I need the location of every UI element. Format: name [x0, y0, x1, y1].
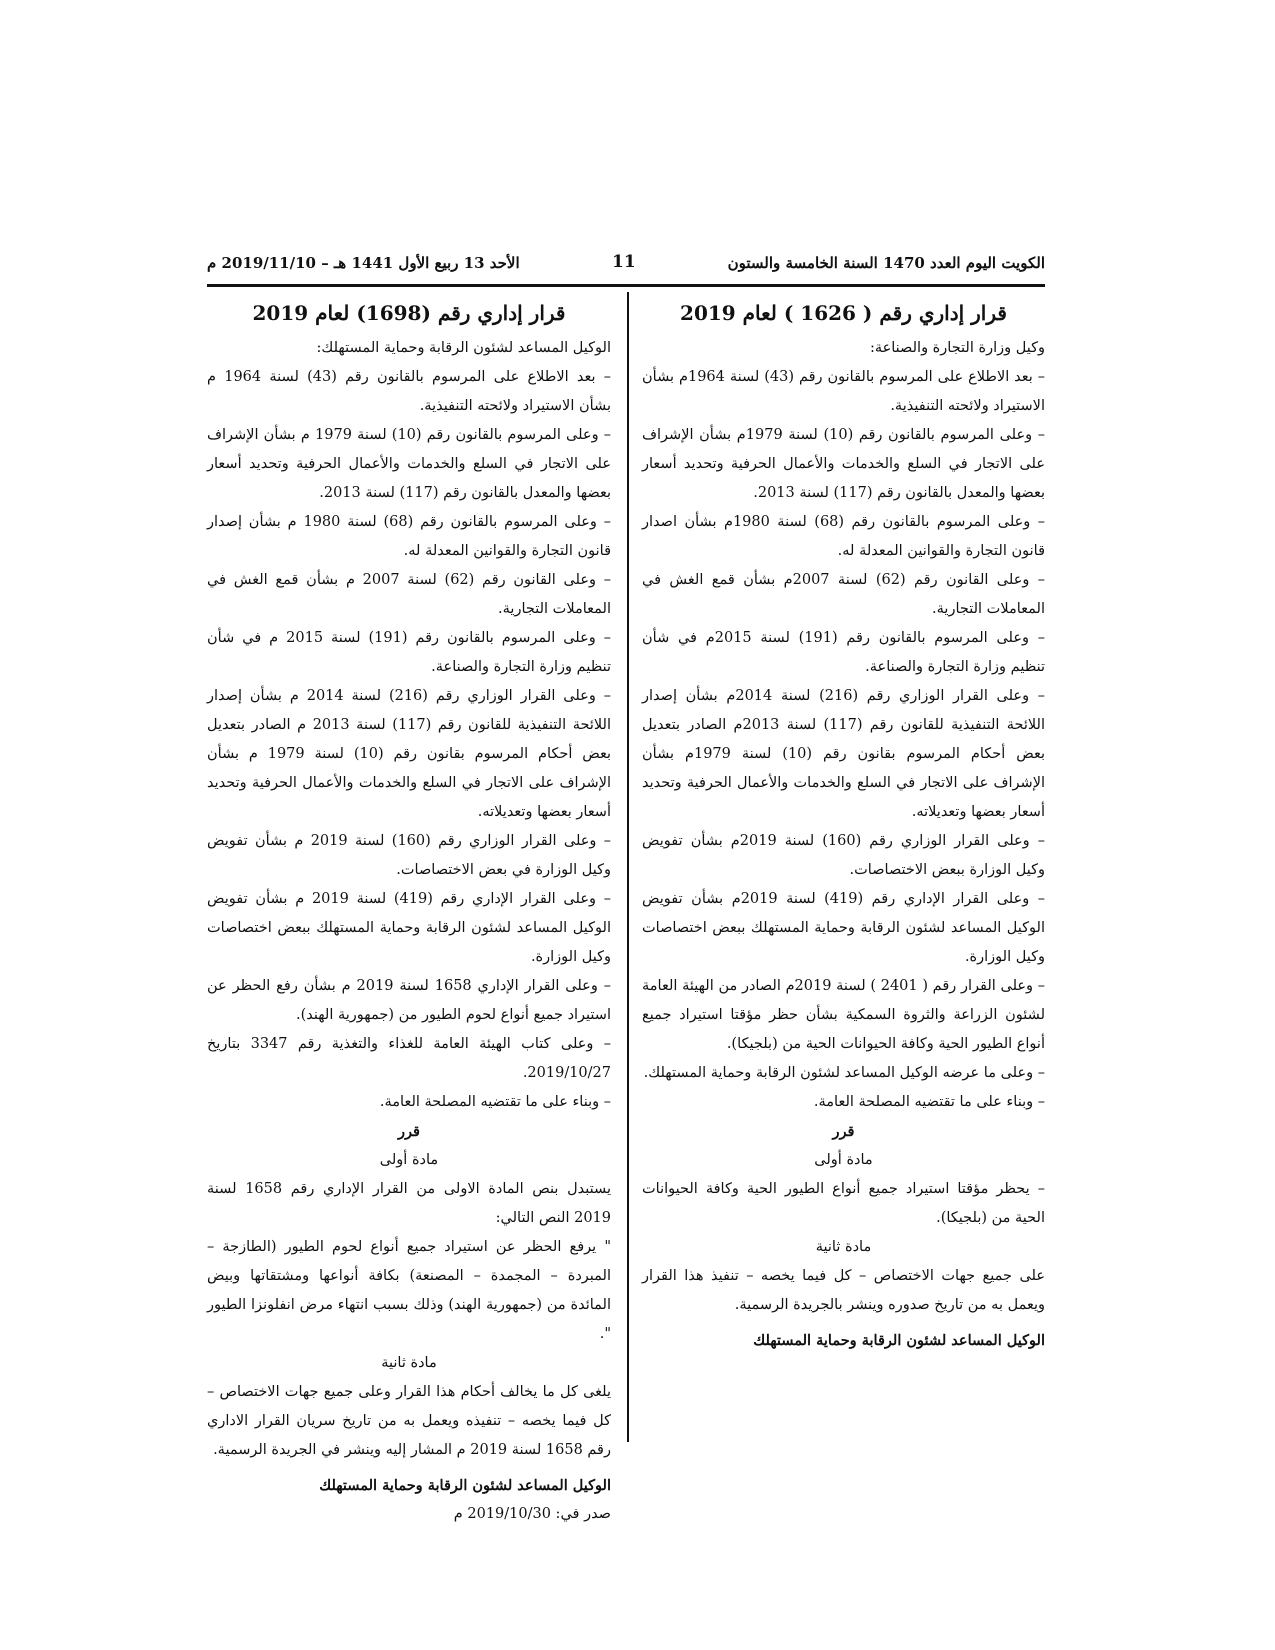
header-rule [207, 284, 1045, 287]
clause: – وعلى كتاب الهيئة العامة للغذاء والتغذية رقم 3347 بتاريخ 2019/10/27. [207, 1036, 612, 1081]
clause: – وعلى القانون رقم (62) لسنة 2007 م بشأن قمع الغش في المعاملات التجارية. [207, 572, 611, 617]
column-divider [627, 292, 629, 1442]
article-1-text: يستبدل بنص المادة الاولى من القرار الإداري رقم 1658 لسنة 2019 النص التالي: [207, 1181, 611, 1226]
article-2-text: يلغى كل ما يخالف أحكام هذا القرار وعلى جميع جهات الاختصاص – كل فيما يخصه – تنفيذه ويعمل به من تاريخ سريان القرار الاداري رقم 1658 لسنة 2019 م المشار إليه وينشر في الجريدة الرسمية. [207, 1384, 611, 1458]
clause: – وبناء على ما تقتضيه المصلحة العامة. [379, 1094, 611, 1110]
clause: – وعلى المرسوم بالقانون رقم (191) لسنة 2015 م في شأن تنظيم وزارة التجارة والصناعة. [207, 630, 611, 675]
clause: – وعلى القرار الإداري رقم (419) لسنة 2019م بشأن تفويض الوكيل المساعد لشئون الرقابة وحماية المستهلك ببعض اختصاصات وكيل الوزارة. [642, 891, 1045, 965]
decided-heading: قرر [832, 1123, 855, 1140]
clause: – وعلى القرار رقم ( 2401 ) لسنة 2019م الصادر من الهيئة العامة لشئون الزراعة والثروة السمكية بشأن حظر مؤقتا استيراد جميع أنواع الطيور الحية وكافة الحيوانات الحية من (بلجيكا). [642, 978, 1045, 1052]
clause: – وعلى القرار الوزاري رقم (160) لسنة 2019م بشأن تفويض وكيل الوزارة ببعض الاختصاصات. [642, 833, 1045, 878]
clause: – وعلى القرار الوزاري رقم (216) لسنة 2014م بشأن إصدار اللائحة التنفيذية للقانون رقم (117) لسنة 2013م الصادر بتعديل بعض أحكام المرسوم بقانون رقم (10) لسنة 1979م بشأن الإشراف على الاتجار في السلع والخدمات والأعمال الحرفية وتحديد أسعار بعضها وتعديلاته. [642, 688, 1045, 820]
clause: – وعلى المرسوم بالقانون رقم (68) لسنة 1980م بشأن اصدار قانون التجارة والقوانين المعدلة له. [642, 514, 1045, 559]
clause: – وعلى المرسوم بالقانون رقم (10) لسنة 1979م بشأن الإشراف على الاتجار في السلع والخدمات والأعمال الحرفية وتحديد أسعار بعضها والمعدل بالقانون رقم (117) لسنة 2013. [642, 427, 1045, 501]
article-2-title: مادة ثانية [381, 1355, 437, 1371]
clause: – بعد الاطلاع على المرسوم بالقانون رقم (43) لسنة 1964 م بشأن الاستيراد ولائحته التنفيذية. [207, 369, 612, 414]
decision-1626 [642, 292, 1045, 1355]
clause: – وعلى المرسوم بالقانون رقم (10) لسنة 1979 م بشأن الإشراف على الاتجار في السلع والخدمات والأعمال الحرفية وتحديد أسعار بعضها والمعدل بالقانون رقم (117) لسنة 2013. [207, 427, 611, 501]
issue-date: صدر في: 2019/10/30 م [453, 1506, 611, 1522]
clause: – وعلى القرار الإداري رقم (419) لسنة 2019 م بشأن تفويض الوكيل المساعد لشئون الرقابة وحماية المستهلك ببعض اختصاصات وكيل الوزارة. [207, 891, 611, 965]
clause: – وعلى ما عرضه الوكيل المساعد لشئون الرقابة وحماية المستهلك. [643, 1065, 1045, 1081]
clause: – بعد الاطلاع على المرسوم بالقانون رقم (43) لسنة 1964م بشأن الاستيراد ولائحته التنفيذية. [642, 369, 1046, 414]
article-2-title: مادة ثانية [815, 1239, 872, 1255]
article-1-title: مادة أولى [379, 1152, 439, 1168]
article-1-title: مادة أولى [814, 1152, 873, 1168]
decided-heading: قرر [398, 1123, 420, 1140]
header-date: الأحد 13 ربيع الأول 1441 هـ – 2019/11/10 م [207, 254, 520, 272]
gazette-issue-info: الكويت اليوم العدد 1470 السنة الخامسة والستون [727, 254, 1045, 272]
article-1-text: – يحظر مؤقتا استيراد جميع أنواع الطيور الحية وكافة الحيوانات الحية من (بلجيكا). [642, 1181, 1045, 1226]
decision-1698 [207, 292, 611, 1529]
clause: – وبناء على ما تقتضيه المصلحة العامة. [813, 1094, 1045, 1110]
page-number: 11 [612, 252, 636, 272]
page-header [207, 250, 1045, 278]
signature: الوكيل المساعد لشئون الرقابة وحماية المستهلك [753, 1332, 1045, 1349]
decision-title: قرار إداري رقم ( 1626 ) لعام 2019 [680, 301, 1007, 325]
clause: – وعلى المرسوم بالقانون رقم (68) لسنة 1980 م بشأن إصدار قانون التجارة والقوانين المعدلة له. [207, 514, 611, 559]
decision-intro: الوكيل المساعد لشئون الرقابة وحماية المستهلك: [316, 340, 611, 356]
decision-title: قرار إداري رقم (1698) لعام 2019 [252, 301, 566, 325]
decision-intro: وكيل وزارة التجارة والصناعة: [869, 340, 1045, 356]
article-1-quote: " يرفع الحظر عن استيراد جميع أنواع لحوم الطيور (الطازجة – المبردة – المجمدة – المصنعة) بكافة أنواعها ومشتقاتها وبيض المائدة من (جمهورية الهند) وذلك بسبب انتهاء مرض انفلونزا الطيور ". [207, 1239, 611, 1342]
clause: – وعلى المرسوم بالقانون رقم (191) لسنة 2015م في شأن تنظيم وزارة التجارة والصناعة. [642, 630, 1045, 675]
clause: – وعلى القرار الإداري 1658 لسنة 2019 م بشأن رفع الحظر عن استيراد جميع أنواع لحوم الطيور من (جمهورية الهند). [207, 978, 611, 1023]
clause: – وعلى القرار الوزاري رقم (216) لسنة 2014 م بشأن إصدار اللائحة التنفيذية للقانون رقم (117) لسنة 2013 م الصادر بتعديل بعض أحكام المرسوم بقانون رقم (10) لسنة 1979 م بشأن الإشراف على الاتجار في السلع والخدمات والأعمال الحرفية وتحديد أسعار بعضها وتعديلاته. [207, 688, 612, 820]
signature: الوكيل المساعد لشئون الرقابة وحماية المستهلك [319, 1477, 611, 1494]
clause: – وعلى القرار الوزاري رقم (160) لسنة 2019 م بشأن تفويض وكيل الوزارة في بعض الاختصاصات. [207, 833, 611, 878]
clause: – وعلى القانون رقم (62) لسنة 2007م بشأن قمع الغش في المعاملات التجارية. [642, 572, 1045, 617]
article-2-text: على جميع جهات الاختصاص – كل فيما يخصه – تنفيذ هذا القرار ويعمل به من تاريخ صدوره وينشر بالجريدة الرسمية. [642, 1268, 1045, 1313]
